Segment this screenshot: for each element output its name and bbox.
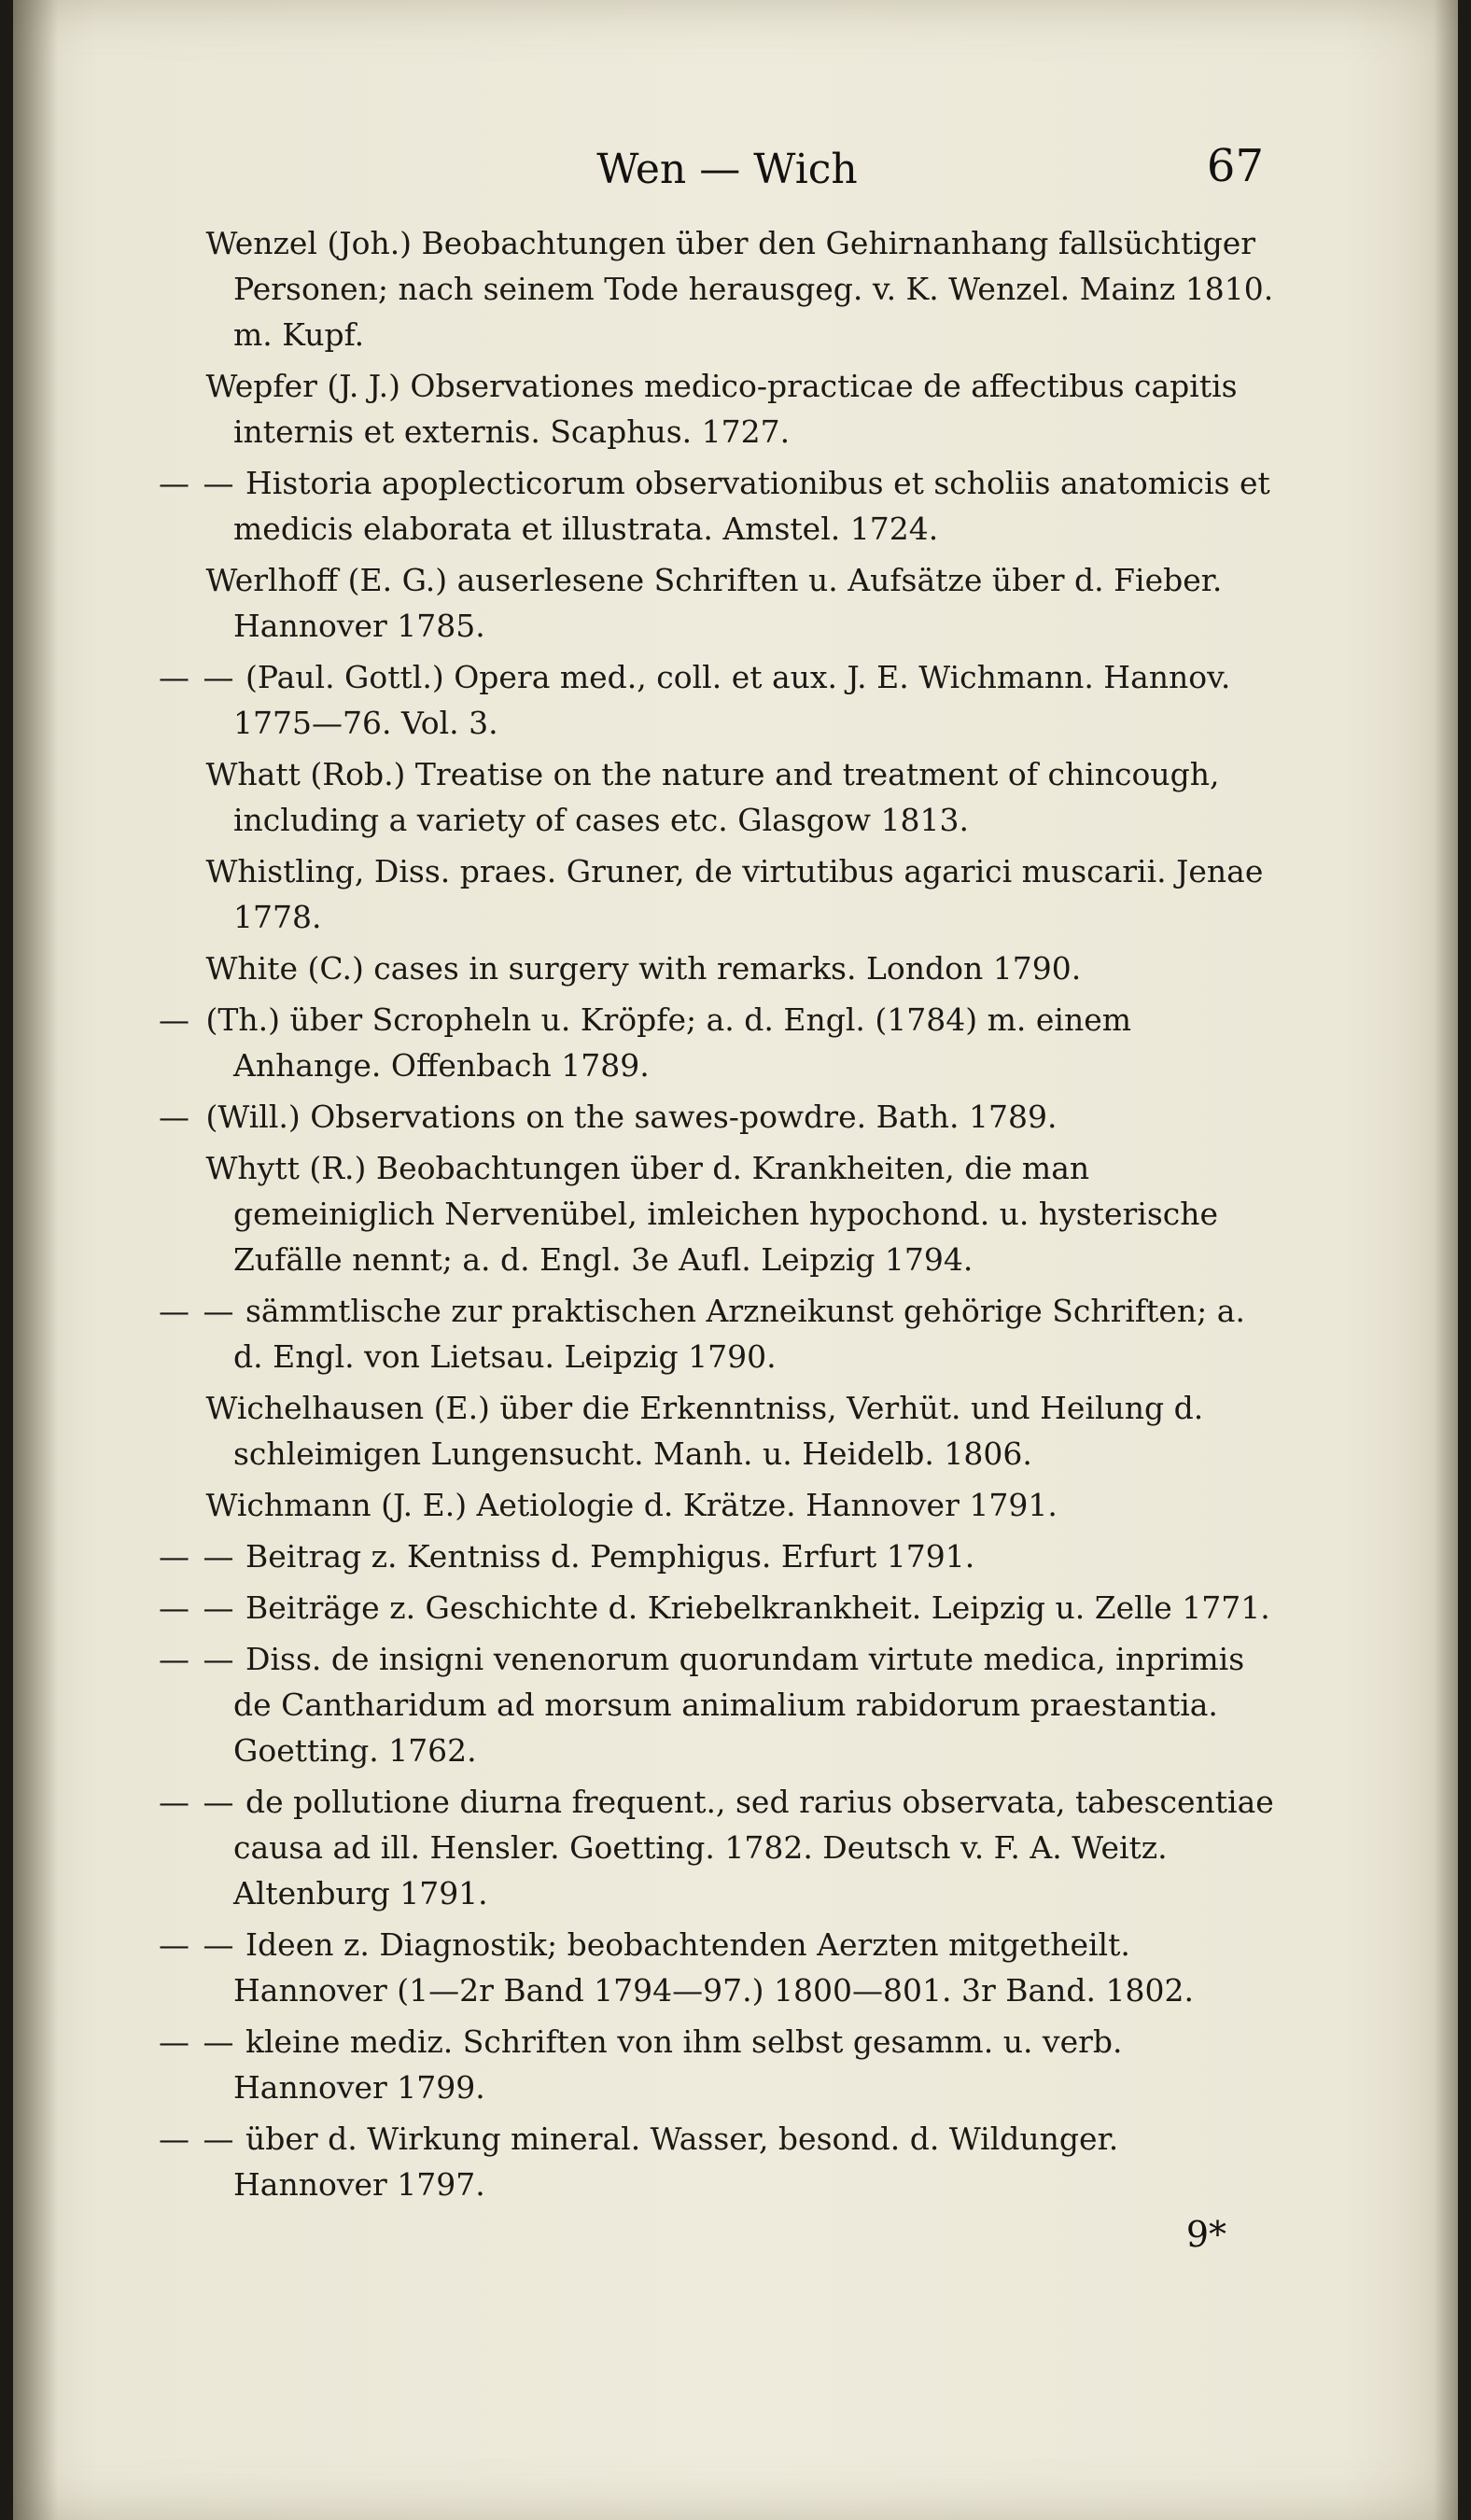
bibliography-entry: — (Th.) über Scropheln u. Kröpfe; a. d. Engl. (1784) m. einem Anhange. Offenbach 1789. <box>159 1001 1132 1084</box>
spine-shadow <box>13 0 58 2520</box>
entry-text: (Paul. Gottl.) Opera med., coll. et aux. J. E. Wichmann. Hannov. 1775—76. Vol. 3. <box>233 659 1231 741</box>
entry-text: Beiträge z. Geschichte d. Kriebelkrankheit. Leipzig u. Zelle 1771. <box>245 1589 1270 1626</box>
entry-text: Werlhoff (E. G.) auserlesene Schriften u. Aufsätze über d. Fieber. Hannover 1785. <box>205 562 1223 644</box>
entry-text: Whatt (Rob.) Treatise on the nature and treatment of chincough, including a variety of cases etc. Glasgow 1813. <box>205 756 1220 838</box>
bibliography-entry <box>159 1585 1275 1631</box>
ditto-dash: — — <box>159 1784 236 1820</box>
book-page <box>13 0 1458 2520</box>
ditto-dash: — — <box>159 1293 236 1329</box>
ditto-dash: — — <box>159 659 236 695</box>
entry-text: (Will.) Observations on the sawes-powdre. Bath. 1789. <box>205 1099 1058 1135</box>
ditto-dash: — — <box>159 1589 236 1626</box>
bibliography-entry <box>196 220 1275 357</box>
bibliography-entry <box>159 1922 1275 2013</box>
ditto-dash: — — <box>159 465 236 501</box>
bibliography-entry <box>159 1779 1275 1916</box>
ditto-dash: — — <box>159 1538 236 1575</box>
bibliography-entry <box>196 557 1275 649</box>
signature-mark: 9* <box>1185 2214 1226 2255</box>
bibliography-entry <box>196 363 1275 455</box>
entry-text: Whytt (R.) Beobachtungen über d. Krankheiten, die man gemeiniglich Nervenübel, imleichen hypochond. u. hysterische Zufälle nennt; a. d. Engl. 3e Aufl. Leipzig 1794. <box>205 1150 1219 1278</box>
entry-text: Diss. de insigni venenorum quorundam virtute medica, inprimis de Cantharidum ad morsum animalium rabidorum praestantia. Goetting. 1762. <box>233 1641 1245 1769</box>
bibliography-entry <box>159 460 1275 552</box>
entry-text: Wepfer (J. J.) Observationes medico-practicae de affectibus capitis internis et externis. Scaphus. 1727. <box>205 368 1238 450</box>
bibliography-entry <box>196 1482 1275 1528</box>
entry-text: über d. Wirkung mineral. Wasser, besond. d. Wildunger. Hannover 1797. <box>233 2121 1119 2203</box>
ditto-dash: — — <box>159 2121 236 2157</box>
ditto-dash: — — <box>159 2023 236 2060</box>
entry-text: Whistling, Diss. praes. Gruner, de virtutibus agarici muscarii. Jenae 1778. <box>205 853 1264 935</box>
entry-text: Ideen z. Diagnostik; beobachtenden Aerzten mitgetheilt. Hannover (1—2r Band 1794—97.) 1800—801. 3r Band. 1802. <box>233 1926 1194 2009</box>
entry-text: White (C.) cases in surgery with remarks. London 1790. <box>205 950 1082 987</box>
bibliography-entry <box>159 1533 1275 1579</box>
bibliography-entry <box>196 751 1275 843</box>
entry-text: sämmtlische zur praktischen Arzneikunst gehörige Schriften; a. d. Engl. von Lietsau. Leipzig 1790. <box>233 1293 1245 1375</box>
bibliography-entry <box>196 1385 1275 1477</box>
entry-text: Wichmann (J. E.) Aetiologie d. Krätze. Hannover 1791. <box>205 1487 1058 1523</box>
bibliography-list <box>159 220 1275 2213</box>
bibliography-entry <box>196 945 1275 991</box>
running-head: Wen — Wich <box>596 146 858 193</box>
entry-text: (Th.) über Scropheln u. Kröpfe; a. d. Engl. (1784) m. einem Anhange. Offenbach 1789. <box>205 1001 1132 1084</box>
bibliography-entry <box>159 2019 1275 2110</box>
bibliography-entry <box>159 1288 1275 1379</box>
entry-text: Beitrag z. Kentniss d. Pemphigus. Erfurt 1791. <box>245 1538 975 1575</box>
entry-text: kleine mediz. Schriften von ihm selbst gesamm. u. verb. Hannover 1799. <box>233 2023 1123 2106</box>
entry-text: Historia apoplecticorum observationibus et scholiis anatomicis et medicis elaborata et illustrata. Amstel. 1724. <box>233 465 1270 547</box>
page-number: 67 <box>1206 140 1264 192</box>
bibliography-entry <box>159 1636 1275 1773</box>
bibliography-entry <box>159 2116 1275 2207</box>
page-header <box>190 140 1264 205</box>
entry-text: Wichelhausen (E.) über die Erkenntniss, Verhüt. und Heilung d. schleimigen Lungensucht. Manh. u. Heidelb. 1806. <box>205 1390 1204 1472</box>
bibliography-entry: — (Will.) Observations on the sawes-powdre. Bath. 1789. <box>159 1099 1058 1135</box>
ditto-dash: — — <box>159 1641 236 1677</box>
entry-text: Wenzel (Joh.) Beobachtungen über den Gehirnanhang fallsüchtiger Personen; nach seinem Tode herausgeg. v. K. Wenzel. Mainz 1810. m. Kupf. <box>205 225 1274 353</box>
page-edge-shadow <box>1434 0 1458 2520</box>
ditto-dash: — — <box>159 1926 236 1963</box>
bibliography-entry <box>196 848 1275 940</box>
bibliography-entry <box>159 654 1275 746</box>
entry-text: de pollutione diurna frequent., sed rarius observata, tabescentiae causa ad ill. Hensler. Goetting. 1782. Deutsch v. F. A. Weitz. Altenburg 1791. <box>233 1784 1274 1911</box>
bibliography-entry <box>196 1145 1275 1282</box>
